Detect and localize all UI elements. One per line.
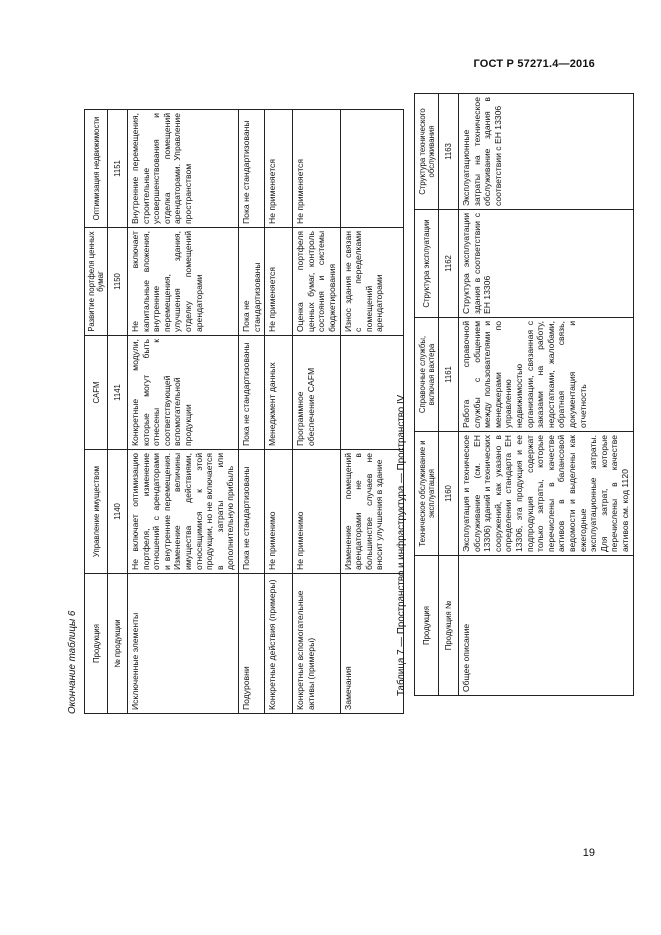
table7-header-1161: Справочные службы, включая вахтера [415,318,439,432]
table6-number-1151: 1151 [108,110,128,228]
table6-number-row [108,110,128,714]
table6-cell: Изменение помещений арендаторами не в большинстве случаев не вносит улучшения в здание [340,450,403,574]
document-id: ГОСТ Р 57271.4—2016 [473,58,595,70]
table7-header-row [415,94,439,696]
table7 [414,93,634,696]
table6-cell: Не применимо [265,450,293,574]
table6-cell: Не включает оптимизацию портфеля, изменение отношений с арендаторами и внутренние перемещения. Изменение величины имущества действиями, относящимися к этой продукции, но не включается в затраты или дополнительную прибыль [128,450,239,574]
table6-row-label: Исключенные элементы [128,574,239,714]
table7-number-row [439,94,459,696]
table7-number-1163: 1163 [439,94,459,210]
table6-row-notes [340,110,403,714]
table7-row-label: Общее описание [459,556,634,696]
table6-row-label: Подуровни [238,574,264,714]
table6-cell: Не применяется [293,110,340,228]
table7-header-1163: Структура технического обслуживания [415,94,439,210]
table6-cell: Износ здания не связан с переделками помещений арендаторами [340,228,403,336]
table6-header-1141: САFM [85,336,108,450]
table6-cell: Не применяется [265,228,293,336]
table6-cell: Пока не стандартизованы [238,110,264,228]
table6-cell: Пока не стандартизованы [238,450,264,574]
table6-cell [340,110,403,228]
table7-number-1161: 1161 [439,318,459,432]
table6-cell [340,336,403,450]
table6-header-row [85,110,108,714]
table7-cell: Работа справочной службы с общением между пользователями и менеджерами по управлению недвижимостью организации, связанная с заказами на работу, недостатками, жалобами, обратная связь, документация и отчетность [459,318,634,432]
table6-header-1150: Развитие портфеля ценных бумаг [85,228,108,336]
table6-number-label: № продукции [108,574,128,714]
table6-row-assets [293,110,340,714]
table6-row-label: Конкретные действия (примеры) [265,574,293,714]
table6-cell: Оценка портфеля ценных бумаг, контроль состояния и системы бюджетирования [293,228,340,336]
table7-row-description [459,94,634,696]
table6-header-1151: Оптимизация недвижимости [85,110,108,228]
table6-row-actions [265,110,293,714]
table6-cell: Менеджмент данных [265,336,293,450]
table6-cell: Пока не стандартизованы [238,336,264,450]
table6-cell: Пока не стандартизованы [238,228,264,336]
table7-header-1160: Техническое обслуживание и эксплуатация [415,432,439,556]
table6-cell: Не применимо [293,450,340,574]
table7-cell: Эксплуатационные затраты на техническое обслуживание здания в соответствии с ЕН 13306 [459,94,634,210]
table7-number-1160: 1160 [439,432,459,556]
table6-row-label: Конкретные вспомогательные активы (примеры) [293,574,340,714]
table6-header-product: Продукция [85,574,108,714]
table7-block [395,94,630,696]
table7-caption: Таблица 7 — Пространство и инфраструктура — Пространство IV [396,394,407,696]
table6 [84,109,404,714]
table7-header-1162: Структура эксплуатации [415,210,439,318]
table7-number-label: Продукция № [439,556,459,696]
table6-cell: Программное обеспечение CAFM [293,336,340,450]
table6-row-label: Замечания [340,574,403,714]
table7-header-product: Продукция [415,556,439,696]
table6-caption: Окончание таблицы 6 [67,610,78,714]
table6-row-excluded [128,110,239,714]
table6-cell: Не включает капитальные вложения, внутренние перемещения, улучшения здания, отделку помещений арендаторами [128,228,239,336]
table6-number-1141: 1141 [108,336,128,450]
table7-number-1162: 1162 [439,210,459,318]
table6-number-1140: 1140 [108,450,128,574]
table6-header-1140: Управление имуществом [85,450,108,574]
page-number: 19 [582,847,595,859]
table6-number-1150: 1150 [108,228,128,336]
table6-row-sublevels [238,110,264,714]
table7-cell: Эксплуатация и техническое обслуживание (см. ЕН 13306) зданий и технических сооружений, как указано в определении стандарта ЕН 13306, эта продукция и ее подпродукция содержат только затраты, которые перечислены в качестве активов в балансовой ведомости и выделены как ежегодные эксплуатационные затраты. Для затрат, которые перечислены в качестве активов см. код 1120 [459,432,634,556]
table6-cell: Внутренние перемещения, строительные усовершенствования и отделка помещений арендаторами. Управление пространством [128,110,239,228]
table7-cell: Структура эксплуатации здания в соответствии с ЕН 13306 [459,210,634,318]
table6-cell: Не применяется [265,110,293,228]
table6-cell: Конкретные модули, которые могут быть отнесены к соответствующей вспомогательной продукции [128,336,239,450]
